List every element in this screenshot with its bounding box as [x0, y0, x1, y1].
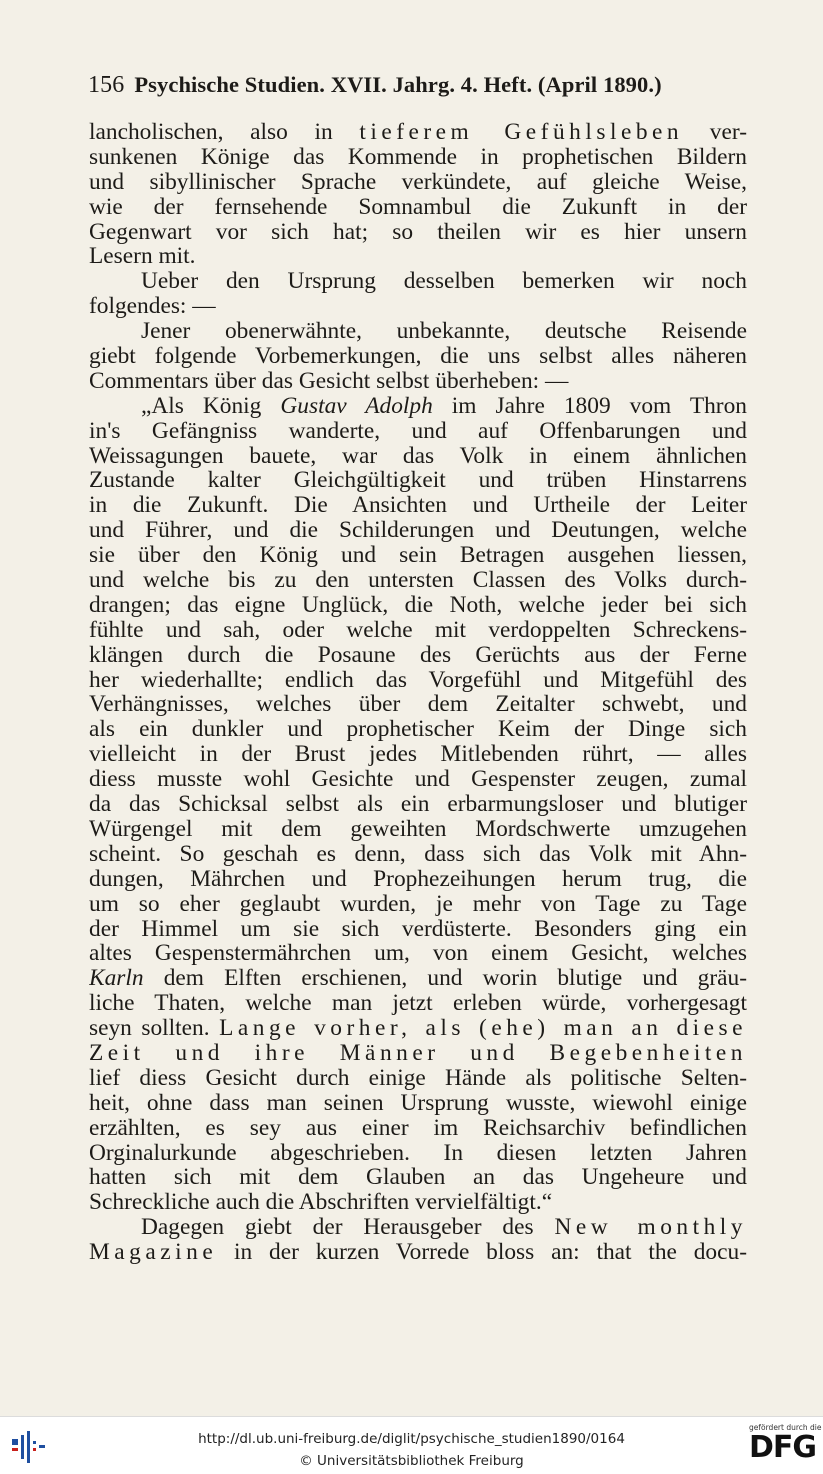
text-line-content — [89, 717, 747, 742]
text-line — [89, 767, 747, 792]
text-line-content — [89, 468, 747, 493]
text-line — [89, 369, 747, 394]
text-run: im Jahre 1809 vom Thron — [432, 393, 747, 419]
text-run: Orginalurkunde abgeschrieben. In diesen letzten Jahren — [89, 1140, 747, 1166]
text-line-content — [89, 692, 747, 717]
text-run: lief diess Gesicht durch einige Hände als politische Selten- — [89, 1065, 747, 1091]
text-line — [89, 867, 747, 892]
text-line — [89, 1215, 747, 1240]
italic-run: Gustav Adolph — [280, 393, 433, 419]
text-line — [89, 668, 747, 693]
text-line-content — [89, 220, 747, 245]
text-line — [89, 692, 747, 717]
text-line — [89, 1116, 747, 1141]
text-line-content — [89, 966, 747, 991]
text-line-content — [141, 319, 747, 344]
text-line-content — [89, 120, 747, 145]
text-line — [89, 1240, 747, 1265]
text-line — [89, 1190, 747, 1215]
text-run: sunkenen Könige das Kommende in prophetischen Bildern — [89, 144, 747, 170]
text-line — [89, 643, 747, 668]
text-line — [89, 419, 747, 444]
text-line — [89, 1141, 747, 1166]
text-run: klängen durch die Posaune des Gerüchts aus der Ferne — [89, 642, 747, 668]
text-line-content — [89, 518, 747, 543]
text-line-content — [89, 195, 747, 220]
text-line — [89, 917, 747, 942]
permalink-url[interactable]: http://dl.ub.uni-freiburg.de/diglit/psychische_studien1890/0164 — [198, 1431, 625, 1447]
text-line-content — [89, 668, 747, 693]
text-line — [89, 817, 747, 842]
text-line — [89, 220, 747, 245]
text-run: diess musste wohl Gesichte und Gespenster zeugen, zumal — [89, 767, 747, 793]
text-line — [89, 842, 747, 867]
text-run: da das Schicksal selbst als ein erbarmungsloser und blutiger — [89, 792, 747, 817]
text-line-content — [89, 493, 747, 518]
running-header — [88, 72, 748, 99]
text-line — [89, 120, 747, 145]
text-line — [89, 244, 747, 269]
dfg-wordmark: DFG — [749, 1430, 817, 1465]
text-run: scheint. So geschah es denn, dass sich das Volk mit Ahn- — [89, 841, 747, 867]
text-line — [89, 568, 747, 593]
text-line — [89, 543, 747, 568]
text-run: seyn sollten. — [89, 1016, 220, 1041]
text-run: hatten sich mit dem Glauben an das Ungeheure und — [89, 1165, 747, 1191]
text-line-content — [89, 1165, 747, 1190]
text-run: in's Gefängniss wanderte, und auf Offenbarungen und — [89, 418, 747, 444]
copyright-notice: © Universitätsbibliothek Freiburg — [299, 1453, 524, 1469]
text-run: her wiederhallte; endlich das Vorgefühl und Mitgefühl des — [89, 667, 747, 693]
text-line-content — [89, 892, 747, 917]
text-run: Gegenwart vor sich hat; so theilen wir es hier unsern — [89, 219, 747, 245]
text-line-content — [89, 145, 747, 170]
text-run: wie der fernsehende Somnambul die Zukunft in der — [89, 194, 747, 220]
text-line-content — [89, 1066, 747, 1091]
text-run: Verhängnisses, welches über dem Zeitalter schwebt, und — [89, 692, 747, 718]
page-number: 156 — [88, 72, 125, 98]
text-line-content — [89, 643, 747, 668]
text-run: giebt folgende Vorbemerkungen, die uns selbst alles näheren — [89, 344, 747, 369]
text-line — [89, 966, 747, 991]
text-run: Jener obenerwähnte, unbekannte, deutsche Reisende — [141, 319, 747, 345]
text-line-content — [89, 369, 568, 394]
text-line-content — [89, 1041, 747, 1066]
text-line — [89, 195, 747, 220]
text-line — [89, 892, 747, 917]
text-run: dem Elften erschienen, und worin blutige und gräu- — [143, 966, 747, 992]
text-line — [89, 269, 747, 294]
text-run: und Führer, und die Schilderungen und Deutungen, welche — [89, 518, 747, 544]
text-line-content — [89, 244, 196, 269]
dfg-logo — [749, 1423, 822, 1471]
text-line — [89, 1165, 747, 1190]
text-line-content — [89, 1141, 747, 1166]
dfg-tagline: gefördert durch die — [749, 1423, 822, 1432]
text-run: Ueber den Ursprung desselben bemerken wir noch — [141, 269, 747, 295]
text-line-content — [89, 568, 747, 593]
text-line-content — [89, 1091, 747, 1116]
text-line-content — [89, 917, 747, 942]
text-run: Weissagungen bauete, war das Volk in einem ähnlichen — [89, 443, 747, 469]
text-run: folgendes: — — [89, 294, 216, 320]
text-run: drangen; das eigne Unglück, die Noth, welche jeder bei sich — [89, 592, 747, 618]
text-line — [89, 742, 747, 767]
text-line-content — [141, 269, 747, 294]
text-line — [89, 1041, 747, 1066]
text-run: in die Zukunft. Die Ansichten und Urtheile der Leiter — [89, 493, 747, 519]
text-line — [89, 294, 747, 319]
text-run: um so eher geglaubt wurden, je mehr von Tage zu Tage — [89, 891, 747, 917]
italic-run: Karln — [89, 966, 144, 992]
text-line — [89, 1091, 747, 1116]
text-line-content — [89, 593, 747, 618]
text-line — [89, 394, 747, 419]
text-run: als ein dunkler und prophetischer Keim der Dinge sich — [89, 717, 747, 743]
text-line-content — [89, 1016, 747, 1041]
text-line-content — [89, 344, 747, 369]
text-line-content — [89, 842, 747, 867]
text-run: Dagegen giebt der Herausgeber des — [141, 1215, 555, 1241]
text-run: fühlte und sah, oder welche mit verdoppelten Schreckens- — [89, 617, 747, 643]
text-run: und sibyllinischer Sprache verkündete, auf gleiche Weise, — [89, 169, 747, 195]
text-line-content — [89, 170, 747, 195]
text-line — [89, 717, 747, 742]
text-run: altes Gespenstermährchen um, von einem Gesicht, welches — [89, 941, 747, 967]
text-line-content — [89, 419, 747, 444]
text-line-content — [89, 867, 747, 892]
text-run: heit, ohne dass man seinen Ursprung wusste, wiewohl einige — [89, 1090, 747, 1116]
text-line — [89, 618, 747, 643]
text-line-content — [89, 742, 747, 767]
text-run: lancholischen, also in — [89, 120, 360, 145]
text-line — [89, 593, 747, 618]
text-run: Commentars über das Gesicht selbst überheben: — — [89, 368, 569, 394]
text-line — [89, 518, 747, 543]
text-line-content — [89, 941, 747, 966]
viewer-footer — [0, 1416, 823, 1474]
text-line-content — [89, 817, 747, 842]
text-line — [89, 319, 747, 344]
text-run: und welche bis zu den untersten Classen des Volks durch- — [89, 568, 747, 593]
text-run: der Himmel um sie sich verdüsterte. Besonders ging ein — [89, 916, 747, 942]
text-line-content — [89, 767, 747, 792]
text-line-content — [89, 1116, 747, 1141]
text-line-content — [89, 991, 747, 1016]
text-run: Zustande kalter Gleichgültigkeit und trüben Hinstarrens — [89, 468, 747, 494]
text-line — [89, 170, 747, 195]
text-line — [89, 444, 747, 469]
body-text — [89, 120, 747, 1265]
spaced-run: tieferem Gefühlsleben — [359, 120, 684, 145]
text-run: liche Thaten, welche man jetzt erleben würde, vorhergesagt — [89, 991, 747, 1017]
text-line-content — [89, 444, 747, 469]
text-line-content — [141, 394, 747, 419]
text-line — [89, 941, 747, 966]
text-line-content — [89, 792, 747, 817]
text-line — [89, 991, 747, 1016]
text-run: ver- — [683, 120, 747, 145]
text-line — [89, 1016, 747, 1041]
text-line-content — [89, 1190, 552, 1215]
text-line — [89, 344, 747, 369]
text-run: in der kurzen Vorrede bloss an: that the docu- — [217, 1240, 747, 1265]
text-line-content — [141, 1215, 747, 1240]
spaced-run: Magazine — [89, 1240, 218, 1265]
text-run: Würgengel mit dem geweihten Mordschwerte umzugehen — [89, 816, 747, 842]
spaced-run: New monthly — [554, 1215, 747, 1241]
text-line — [89, 792, 747, 817]
text-line-content — [89, 1240, 747, 1265]
spaced-run: Zeit und ihre Männer und Begebenheiten — [89, 1040, 747, 1066]
text-line-content — [89, 294, 216, 319]
text-run: vielleicht in der Brust jedes Mitlebenden rührt, — alles — [89, 742, 747, 768]
text-run: erzählten, es sey aus einer im Reichsarchiv befindlichen — [89, 1115, 747, 1141]
spaced-run: Lange vorher, als (ehe) man an diese — [219, 1016, 747, 1041]
text-line — [89, 493, 747, 518]
running-title: Psychische Studien. XVII. Jahrg. 4. Heft. (April 1890.) — [134, 72, 662, 97]
text-line — [89, 145, 747, 170]
text-line — [89, 468, 747, 493]
text-line-content — [89, 618, 747, 643]
text-run: Lesern mit. — [89, 244, 196, 270]
text-run: „Als König — [141, 393, 281, 419]
text-run: dungen, Mährchen und Prophezeihungen herum trug, die — [89, 866, 747, 892]
text-line — [89, 1066, 747, 1091]
text-line-content — [89, 543, 747, 568]
text-run: sie über den König und sein Betragen ausgehen liessen, — [89, 543, 747, 569]
text-run: Schreckliche auch die Abschriften vervielfältigt.“ — [89, 1190, 553, 1216]
